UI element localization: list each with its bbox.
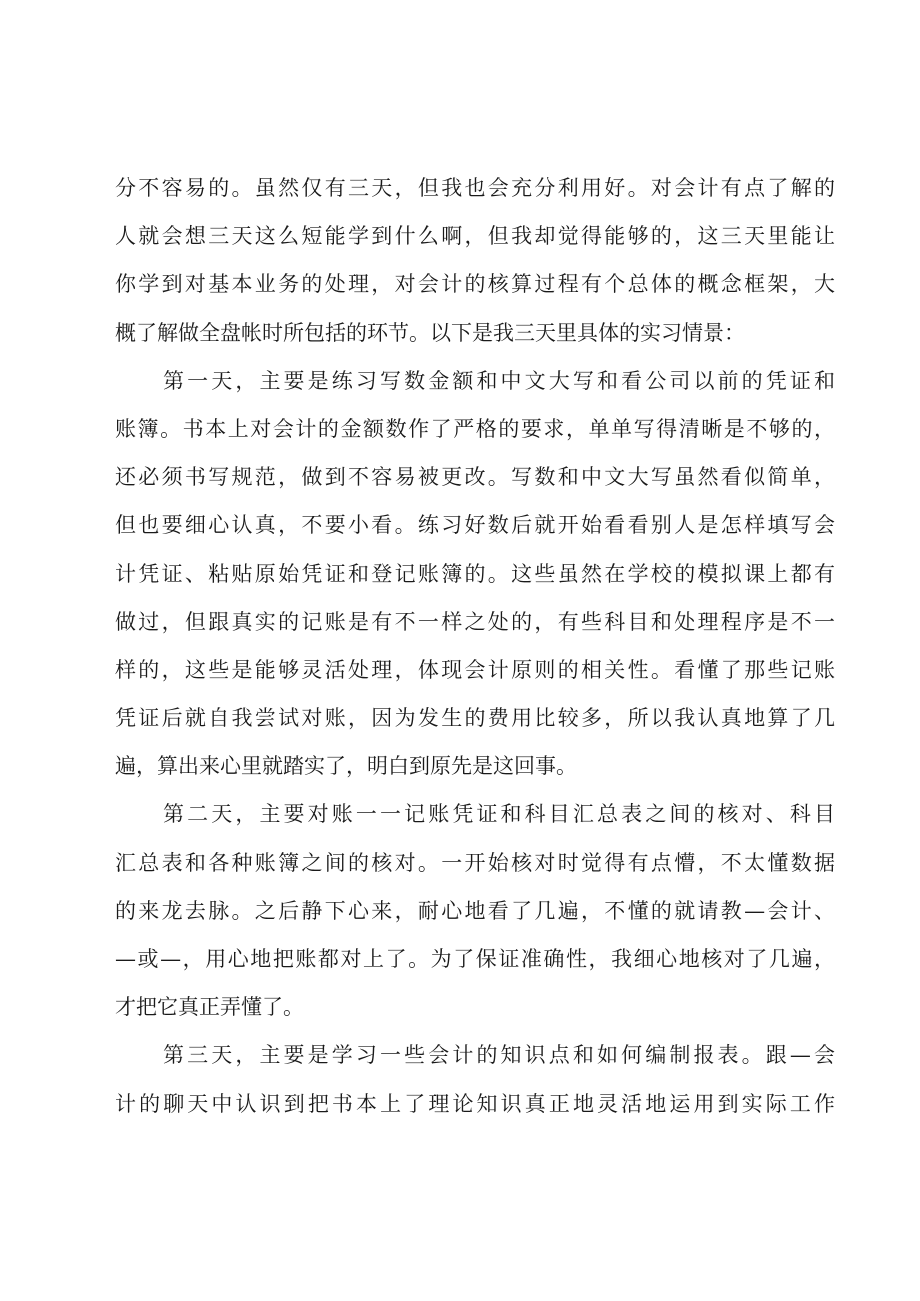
text-line: 第二天，主要对账一一记账凭证和科目汇总表之间的核对、科目: [163, 802, 835, 827]
text-line: 人就会想三天这么短能学到什么啊，但我却觉得能够的，这三天里能让: [115, 224, 835, 249]
text-line: 的来龙去脉。之后静下心来，耐心地看了几遍，不懂的就请教—会计、: [115, 898, 835, 923]
text-line: 概了解做全盘帐时所包括的环节。以下是我三天里具体的实习情景：: [115, 320, 745, 345]
text-line: 做过，但跟真实的记账是有不一样之处的，有些科目和处理程序是不一: [115, 609, 835, 634]
paragraph-day-three: [115, 1031, 835, 1127]
text-line: 计的聊天中认识到把书本上了理论知识真正地灵活地运用到实际工作: [115, 1091, 835, 1116]
text-line: 但也要细心认真，不要小看。练习好数后就开始看看别人是怎样填写会: [115, 513, 835, 538]
text-line: 账簿。书本上对会计的金额数作了严格的要求，单单写得清晰是不够的，: [115, 416, 835, 441]
text-line: 第一天，主要是练习写数金额和中文大写和看公司以前的凭证和: [163, 368, 835, 393]
text-line: 第三天，主要是学习一些会计的知识点和如何编制报表。跟—会: [163, 1043, 835, 1068]
paragraph-continued: [115, 164, 835, 357]
document-body: [115, 164, 835, 1128]
text-line: 才把它真正弄懂了。: [115, 995, 304, 1020]
text-line: 样的，这些是能够灵活处理，体现会计原则的相关性。看懂了那些记账: [115, 657, 835, 682]
text-line: 分不容易的。虽然仅有三天，但我也会充分利用好。对会计有点了解的: [115, 176, 835, 200]
text-line: 汇总表和各种账簿之间的核对。一开始核对时觉得有点懵，不太懂数据: [115, 850, 835, 875]
paragraph-day-two: [115, 790, 835, 1031]
text-line: —或—，用心地把账都对上了。为了保证准确性，我细心地核对了几遍，: [115, 947, 835, 971]
text-line: 遍，算出来心里就踏实了，明白到原先是这回事。: [115, 754, 577, 779]
text-line: 你学到对基本业务的处理，对会计的核算过程有个总体的概念框架，大: [115, 272, 835, 297]
paragraph-day-one: [115, 357, 835, 791]
text-line: 凭证后就自我尝试对账，因为发生的费用比较多，所以我认真地算了几: [115, 706, 835, 731]
text-line: 计凭证、粘贴原始凭证和登记账簿的。这些虽然在学校的模拟课上都有: [115, 561, 835, 586]
text-line: 还必须书写规范，做到不容易被更改。写数和中文大写虽然看似简单，: [115, 465, 835, 490]
